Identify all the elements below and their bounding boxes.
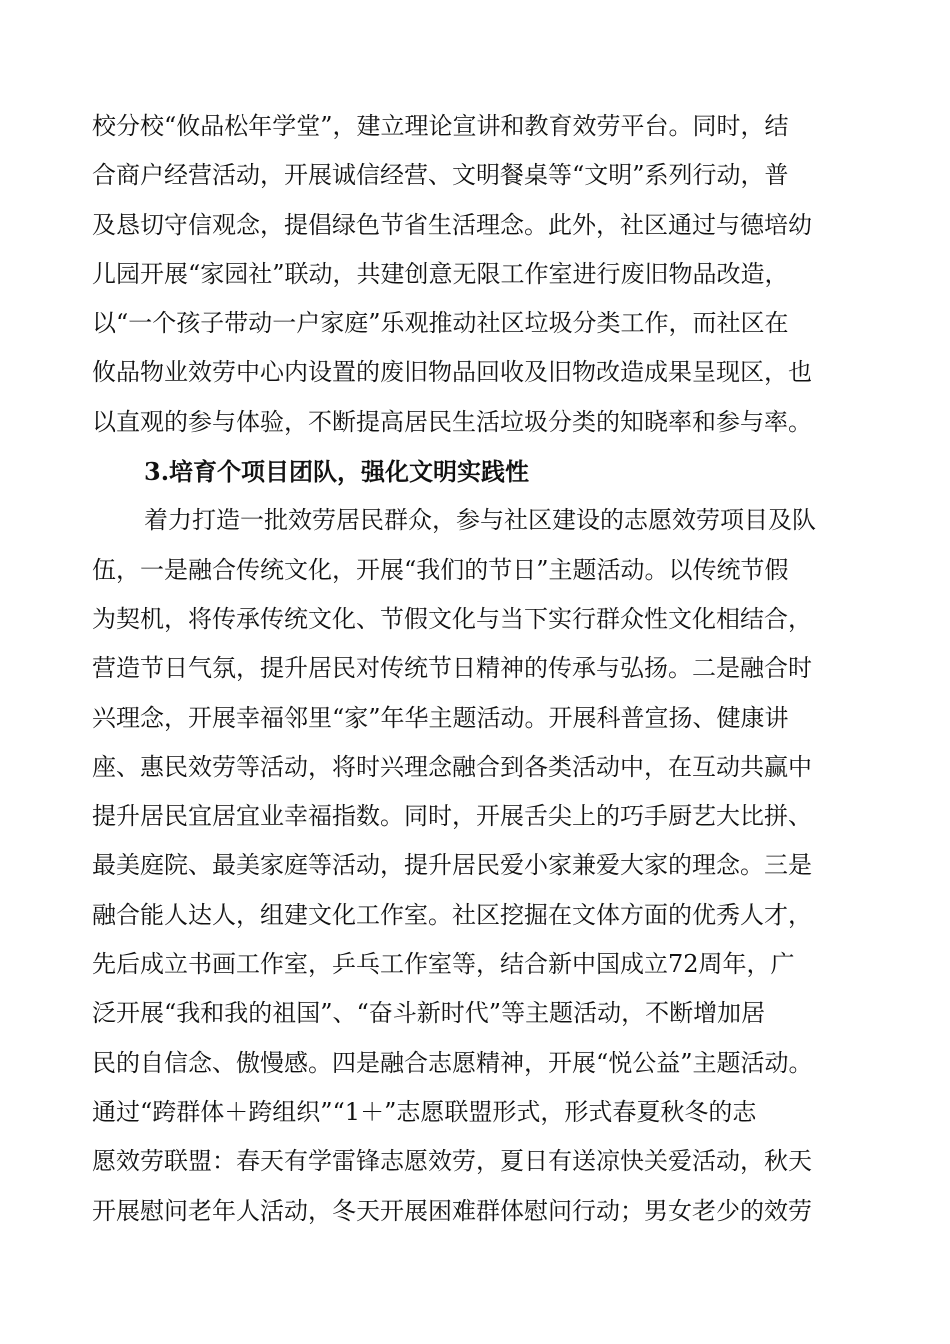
text-line: 儿园开展“家园社”联动，共建创意无限工作室进行废旧物品改造， — [92, 259, 789, 288]
text-line: 攸品物业效劳中心内设置的废旧物品回收及旧物改造成果呈现区，也 — [92, 358, 812, 387]
paragraph-line: 民的自信念、傲慢感。四是融合志愿精神，开展“悦公益”主题活动。 — [92, 1048, 813, 1077]
paragraph-line: 最美庭院、最美家庭等活动，提升居民爱小家兼爱大家的理念。三是 — [92, 851, 812, 880]
text-line: 合商户经营活动，开展诚信经营、文明餐桌等“文明”系列行动，普 — [92, 161, 789, 190]
paragraph-line: 为契机，将传承传统文化、节假文化与当下实行群众性文化相结合， — [92, 604, 812, 633]
paragraph-line: 兴理念，开展幸福邻里“家”年华主题活动。开展科普宣扬、健康讲 — [92, 703, 789, 732]
paragraph-line: 开展慰问老年人活动，冬天开展困难群体慰问行动；男女老少的效劳 — [92, 1196, 812, 1225]
paragraph-line: 提升居民宜居宜业幸福指数。同时，开展舌尖上的巧手厨艺大比拼、 — [92, 802, 812, 831]
paragraph-line: 营造节日气氛，提升居民对传统节日精神的传承与弘扬。二是融合时 — [92, 654, 812, 683]
text-line: 以直观的参与体验，不断提高居民生活垃圾分类的知晓率和参与率。 — [92, 407, 812, 436]
text-line: 以“一个孩子带动一户家庭”乐观推动社区垃圾分类工作，而社区在 — [92, 309, 789, 338]
text-line: 及恳切守信观念，提倡绿色节省生活理念。此外，社区通过与德培幼 — [92, 210, 812, 239]
text-line: 校分校“攸品松年学堂”，建立理论宣讲和教育效劳平台。同时，结 — [92, 112, 789, 140]
paragraph-line: 先后成立书画工作室，乒乓工作室等，结合新中国成立72周年，广 — [92, 950, 795, 979]
paragraph-line: 着力打造一批效劳居民群众，参与社区建设的志愿效劳项目及队 — [144, 506, 816, 535]
paragraph-line: 泛开展“我和我的祖国”、“奋斗新时代”等主题活动，不断增加居 — [92, 999, 766, 1028]
paragraph-line: 愿效劳联盟：春天有学雷锋志愿效劳，夏日有送凉快关爱活动，秋天 — [92, 1147, 812, 1176]
section-heading: 3.培育个项目团队，强化文明实践性 — [144, 457, 530, 487]
paragraph-line: 通过“跨群体＋跨组织”“1＋”志愿联盟形式，形式春夏秋冬的志 — [92, 1097, 757, 1126]
paragraph-line: 融合能人达人，组建文化工作室。社区挖掘在文体方面的优秀人才， — [92, 900, 812, 929]
paragraph-line: 伍，一是融合传统文化，开展“我们的节日”主题活动。以传统节假 — [92, 555, 789, 584]
paragraph-line: 座、惠民效劳等活动，将时兴理念融合到各类活动中，在互动共赢中 — [92, 752, 812, 781]
document-body — [92, 102, 867, 1236]
